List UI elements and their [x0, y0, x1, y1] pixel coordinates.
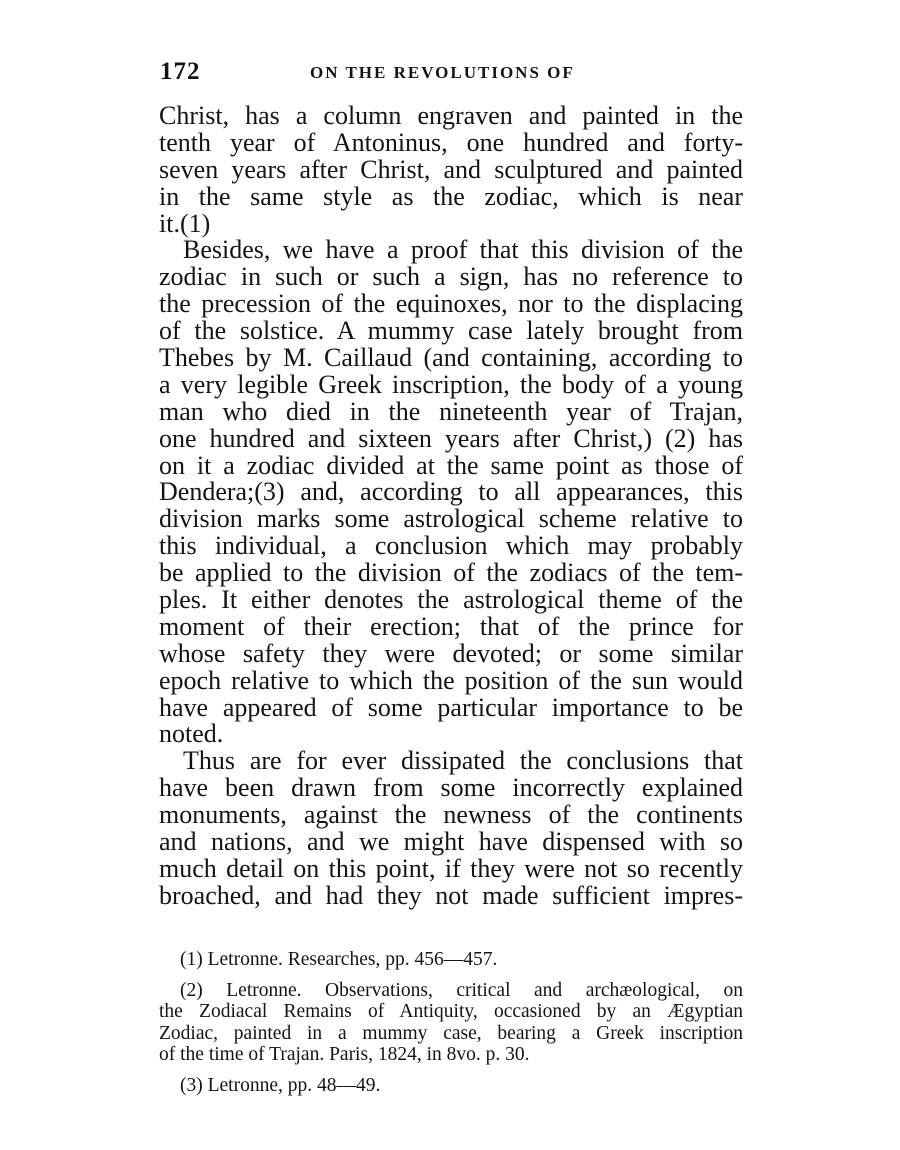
- text-line: and nations, and we might have dispensed with so: [159, 827, 743, 857]
- text-line: zodiac in such or such a sign, has no reference to: [159, 262, 743, 292]
- footnote-line: (1) Letronne. Researches, pp. 456—457.: [180, 949, 498, 970]
- footnote-line: the Zodiacal Remains of Antiquity, occasioned by an Ægyptian: [159, 1001, 743, 1022]
- text-line: tenth year of Antoninus, one hundred and forty-: [159, 127, 743, 157]
- text-line: a very legible Greek inscription, the body of a young: [159, 369, 743, 399]
- text-line: Dendera;(3) and, according to all appearances, this: [159, 477, 743, 507]
- text-line: seven years after Christ, and sculptured and painted: [159, 154, 743, 184]
- text-line: whose safety they were devoted; or some similar: [159, 638, 743, 668]
- body-text: [159, 103, 743, 910]
- text-line: have appeared of some particular importance to be: [159, 692, 743, 722]
- footnotes: [159, 949, 743, 1096]
- text-line: Besides, we have a proof that this division of the: [183, 235, 743, 265]
- footnote-spacer: [159, 971, 743, 980]
- footnote-line: of the time of Trajan. Paris, 1824, in 8vo. p. 30.: [159, 1044, 530, 1065]
- text-line: in the same style as the zodiac, which is near: [159, 181, 743, 211]
- text-line: epoch relative to which the position of the sun would: [159, 665, 743, 695]
- footnote-line: (2) Letronne. Observations, critical and archæological, on: [180, 979, 743, 1001]
- text-line: Christ, has a column engraven and painted in the: [159, 101, 743, 130]
- text-line: much detail on this point, if they were not so recently: [159, 853, 743, 883]
- text-line: have been drawn from some incorrectly explained: [159, 773, 743, 803]
- text-line: on it a zodiac divided at the same point as those of: [159, 450, 743, 480]
- footnote-2: [159, 980, 743, 1066]
- footnote-3: [159, 1075, 743, 1097]
- text-line: Thebes by M. Caillaud (and containing, according to: [159, 343, 743, 373]
- text-line: of the solstice. A mummy case lately brought from: [159, 316, 743, 346]
- footnote-line: (3) Letronne, pp. 48—49.: [180, 1074, 381, 1096]
- footnote-1: [159, 949, 743, 971]
- text-line: man who died in the nineteenth year of Trajan,: [159, 396, 743, 426]
- text-line: this individual, a conclusion which may probably: [159, 531, 743, 561]
- text-line: ples. It either denotes the astrological theme of the: [159, 585, 743, 615]
- text-line: Thus are for ever dissipated the conclusions that: [183, 746, 743, 776]
- text-line: be applied to the division of the zodiacs of the tem-: [159, 558, 743, 588]
- text-line: it.(1): [159, 208, 211, 238]
- text-line: the precession of the equinoxes, nor to the displacing: [159, 289, 743, 319]
- text-line: division marks some astrological scheme relative to: [159, 504, 743, 534]
- running-title: ON THE REVOLUTIONS OF: [310, 63, 575, 82]
- text-line: one hundred and sixteen years after Christ,) (2) has: [159, 423, 743, 453]
- text-line: broached, and had they not made sufficient impres-: [159, 880, 743, 910]
- text-line: monuments, against the newness of the continents: [159, 800, 743, 830]
- footnote-line: Zodiac, painted in a mummy case, bearing a Greek inscription: [159, 1022, 743, 1044]
- text-line: moment of their erection; that of the prince for: [159, 611, 743, 641]
- text-line: noted.: [159, 719, 224, 749]
- footnote-spacer: [159, 1066, 743, 1075]
- page-number: 172: [160, 58, 201, 85]
- page-header: [160, 58, 742, 92]
